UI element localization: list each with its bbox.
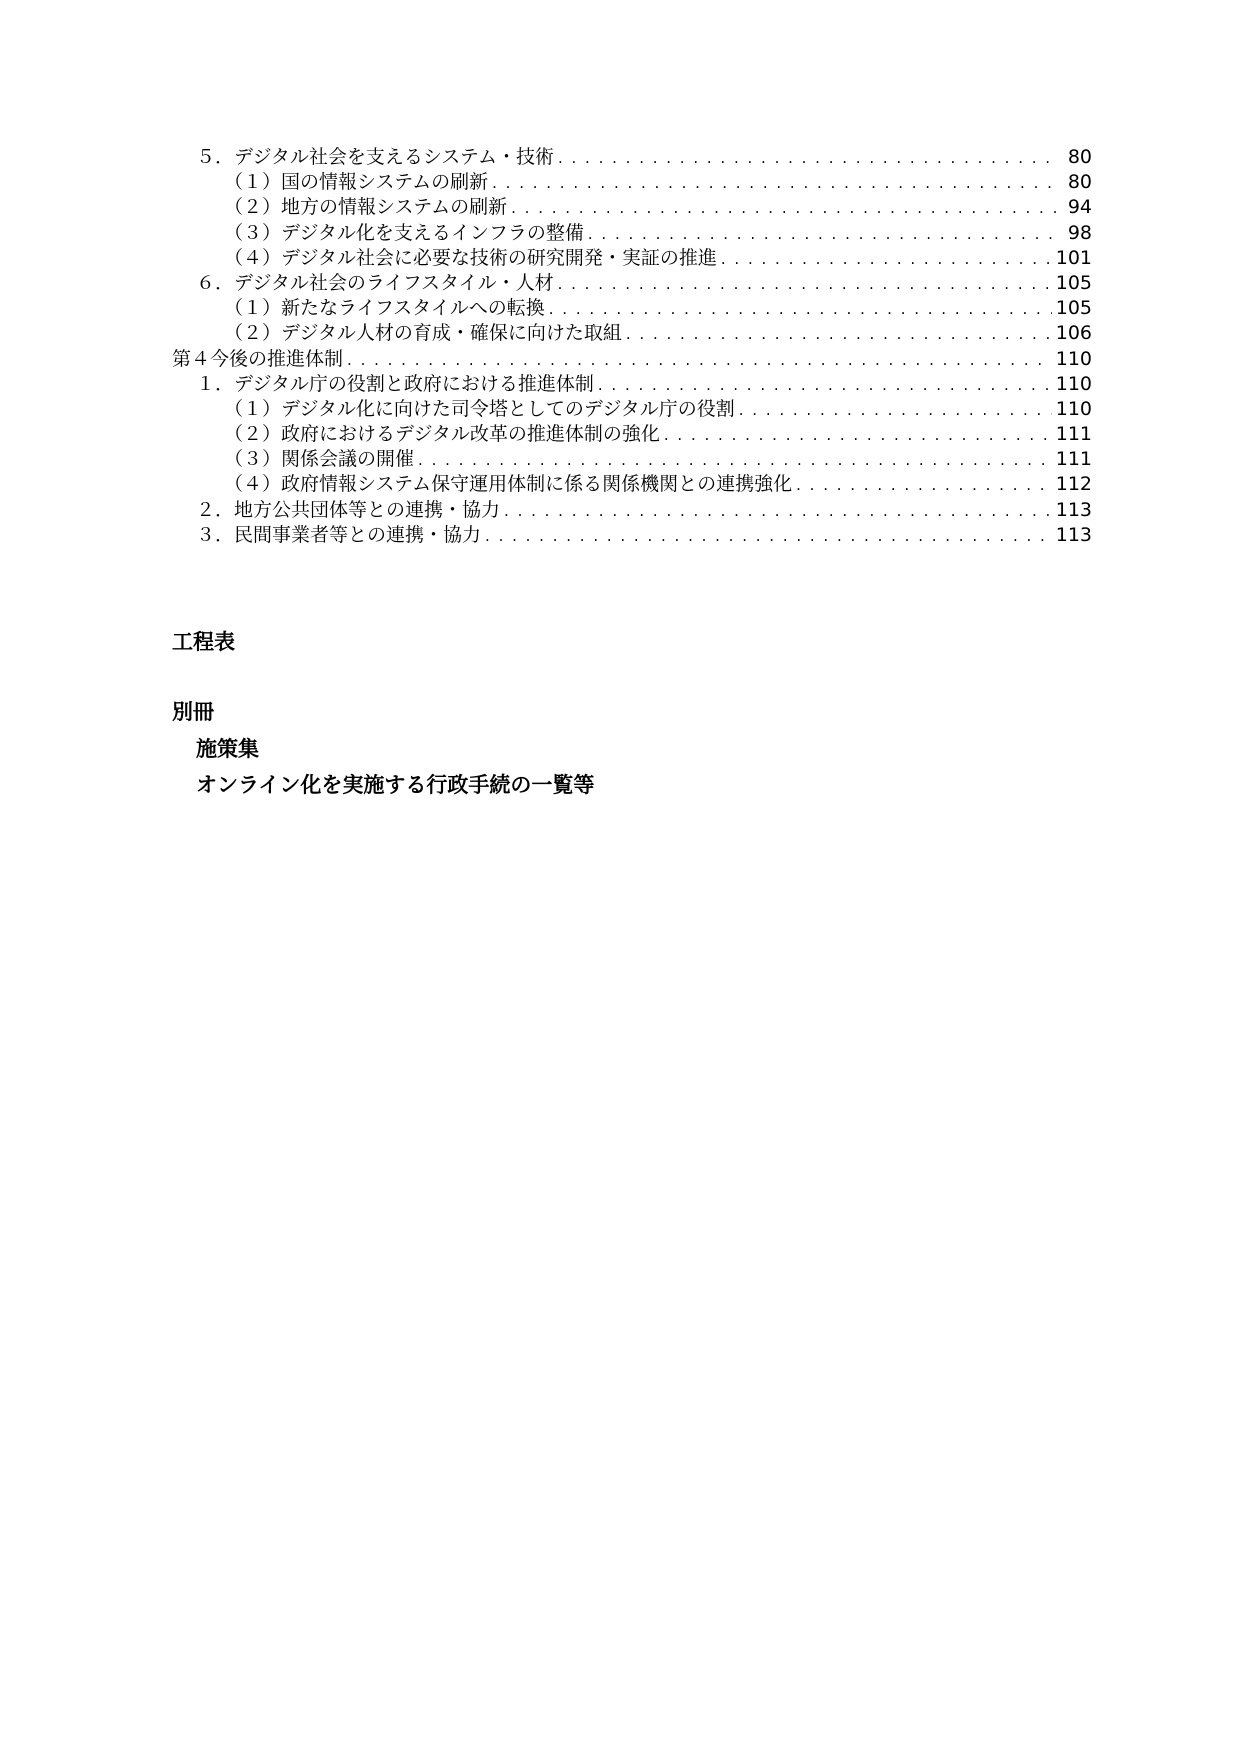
toc-entry xyxy=(172,195,1092,220)
toc-page-number: 101 xyxy=(1055,246,1092,269)
appendix-item: オンライン化を実施する行政手続の一覧等 xyxy=(196,773,595,797)
toc-dot-leader xyxy=(511,196,1056,221)
toc-entry-number: （２） xyxy=(224,322,282,345)
toc-page-number: 113 xyxy=(1055,523,1092,546)
toc-dot-leader xyxy=(598,373,1052,398)
toc-entry-title: デジタル庁の役割と政府における推進体制 xyxy=(234,372,594,395)
toc-entry-number: （１） xyxy=(224,397,282,420)
toc-entry xyxy=(172,271,1092,296)
toc-entry xyxy=(172,498,1092,523)
toc-entry-title: 国の情報システムの刷新 xyxy=(281,171,489,194)
toc-page-number: 110 xyxy=(1055,347,1092,370)
toc-entry-number: （２） xyxy=(224,423,282,446)
toc-entry-number: ３． xyxy=(196,523,235,546)
toc-entry xyxy=(172,372,1092,397)
toc-dot-leader xyxy=(492,171,1056,196)
toc-entry xyxy=(172,523,1092,548)
table-of-contents xyxy=(172,145,1092,548)
toc-dot-leader xyxy=(721,247,1052,272)
toc-page-number: 80 xyxy=(1067,146,1092,168)
toc-dot-leader xyxy=(664,423,1052,448)
toc-dot-leader xyxy=(504,499,1052,524)
toc-entry-title: 地方の情報システムの刷新 xyxy=(281,196,508,219)
toc-page-number: 105 xyxy=(1055,271,1092,294)
toc-entry-number: （４） xyxy=(224,246,282,269)
toc-page-number: 112 xyxy=(1055,473,1092,496)
toc-page-number: 113 xyxy=(1055,498,1092,521)
toc-entry xyxy=(172,347,1092,372)
toc-entry xyxy=(172,170,1092,195)
toc-entry xyxy=(172,296,1092,321)
toc-page-number: 98 xyxy=(1067,221,1092,244)
toc-dot-leader xyxy=(418,448,1052,473)
toc-entry-number: １． xyxy=(196,372,235,395)
toc-page-number: 110 xyxy=(1055,397,1092,420)
toc-entry xyxy=(172,145,1092,170)
toc-entry-title: 地方公共団体等との連携・協力 xyxy=(234,498,501,521)
toc-entry xyxy=(172,246,1092,271)
toc-entry-title: 関係会議の開催 xyxy=(281,448,415,471)
toc-entry-number: （４） xyxy=(224,473,282,496)
toc-page-number: 94 xyxy=(1067,196,1092,219)
toc-dot-leader xyxy=(347,348,1052,373)
toc-page-number: 105 xyxy=(1055,297,1092,320)
toc-entry-title: デジタル化を支えるインフラの整備 xyxy=(281,221,584,244)
toc-entry xyxy=(172,321,1092,346)
toc-entry-title: 民間事業者等との連携・協力 xyxy=(234,523,482,546)
toc-entry-title: デジタル社会のライフスタイル・人材 xyxy=(234,271,554,294)
section-heading-bessatsu: 別冊 xyxy=(172,700,214,724)
toc-entry xyxy=(172,221,1092,246)
toc-dot-leader xyxy=(796,473,1052,498)
toc-entry-title: 政府におけるデジタル改革の推進体制の強化 xyxy=(281,423,660,446)
toc-entry-number: （１） xyxy=(224,297,282,320)
toc-dot-leader xyxy=(485,524,1052,549)
toc-entry-title: 新たなライフスタイルへの転換 xyxy=(281,297,545,320)
appendix-item: 施策集 xyxy=(196,737,259,761)
toc-entry-title: 今後の推進体制 xyxy=(210,347,344,370)
toc-page-number: 111 xyxy=(1055,423,1092,446)
toc-entry xyxy=(172,422,1092,447)
section-heading-koteihyo: 工程表 xyxy=(172,630,235,654)
toc-dot-leader xyxy=(626,322,1052,347)
toc-dot-leader xyxy=(549,297,1052,322)
toc-entry-title: デジタル社会を支えるシステム・技術 xyxy=(234,146,554,168)
toc-page-number: 80 xyxy=(1067,171,1092,194)
toc-entry-number: （１） xyxy=(224,171,282,194)
toc-entry-number: （３） xyxy=(224,221,282,244)
toc-dot-leader xyxy=(739,398,1052,423)
toc-entry-title: デジタル化に向けた司令塔としてのデジタル庁の役割 xyxy=(281,397,735,420)
toc-entry xyxy=(172,447,1092,472)
toc-entry-number: 第４ xyxy=(172,347,211,370)
toc-entry-title: デジタル社会に必要な技術の研究開発・実証の推進 xyxy=(281,246,717,269)
toc-entry xyxy=(172,472,1092,497)
toc-dot-leader xyxy=(558,146,1056,171)
toc-dot-leader xyxy=(588,222,1056,247)
toc-entry-number: （２） xyxy=(224,196,282,219)
toc-entry-number: （３） xyxy=(224,448,282,471)
toc-entry xyxy=(172,397,1092,422)
toc-entry-number: ６． xyxy=(196,271,235,294)
toc-page-number: 110 xyxy=(1055,372,1092,395)
toc-entry-number: ２． xyxy=(196,498,235,521)
toc-entry-title: デジタル人材の育成・確保に向けた取組 xyxy=(281,322,622,345)
toc-dot-leader xyxy=(558,272,1052,297)
toc-entry-number: ５． xyxy=(196,146,235,168)
toc-entry-title: 政府情報システム保守運用体制に係る関係機関との連携強化 xyxy=(281,473,793,496)
toc-page-number: 106 xyxy=(1055,322,1092,345)
toc-page-number: 111 xyxy=(1055,448,1092,471)
